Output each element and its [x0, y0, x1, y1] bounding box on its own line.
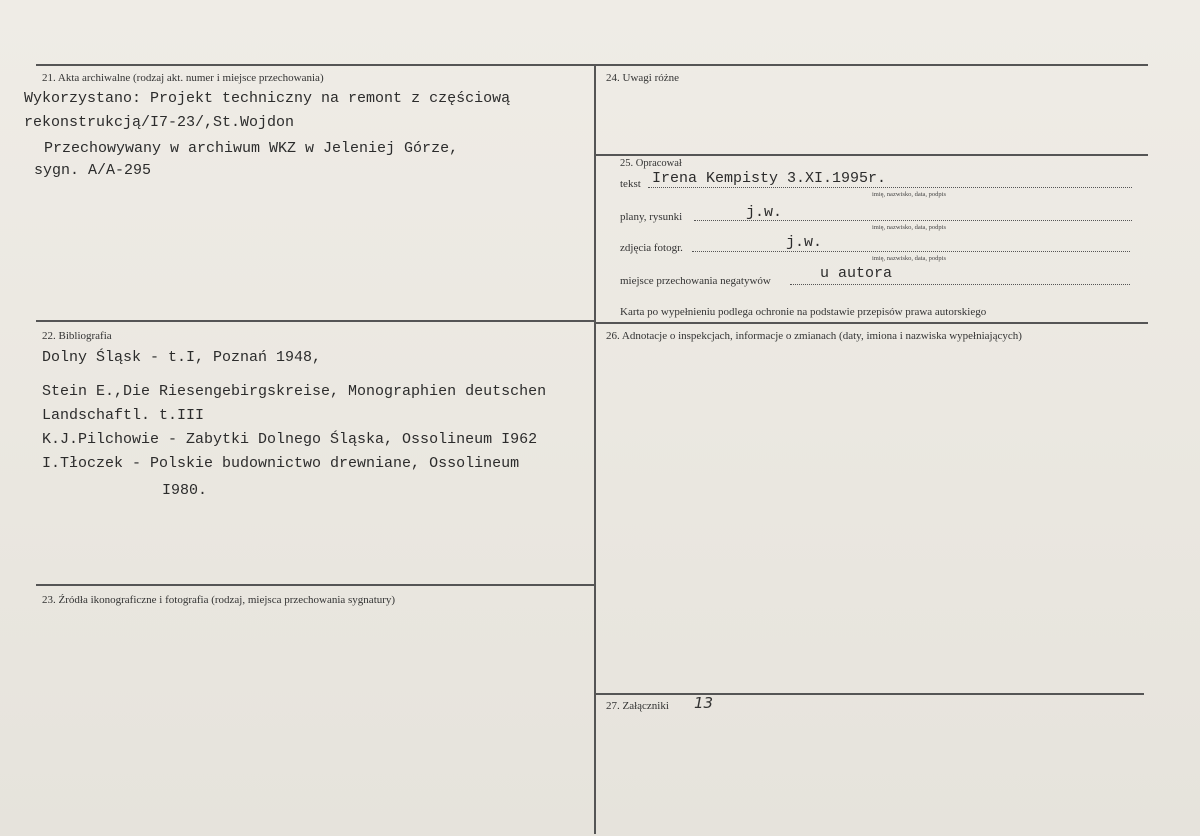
zdjecia-sublabel: imię, nazwisko, data, podpis — [872, 255, 947, 262]
tekst-label: tekst — [620, 178, 641, 190]
rule-21-22 — [36, 320, 596, 322]
section-22-line-5: I.Tłoczek - Polskie budownictwo drewniane, Ossolineum — [42, 455, 520, 472]
plany-value: j.w. — [746, 204, 783, 221]
rule-24-25 — [596, 154, 1148, 156]
section-21-label: 21. Akta archiwalne (rodzaj akt. numer i miejsce przechowania) — [42, 72, 324, 84]
rule-25-26 — [596, 322, 1148, 324]
section-21-line-4: sygn. A/A-295 — [34, 162, 152, 179]
section-25-label: 25. Opracował — [620, 158, 682, 169]
rule-22-23 — [36, 584, 596, 586]
zdjecia-value: j.w. — [786, 234, 823, 251]
miejsce-dotted-line — [790, 284, 1130, 285]
miejsce-value: u autora — [820, 265, 893, 282]
section-21-line-2: rekonstrukcją/I7-23/,St.Wojdon — [24, 114, 295, 131]
zdjecia-dotted-line — [692, 251, 1130, 252]
tekst-value: Irena Kempisty 3.XI.1995r. — [652, 170, 887, 187]
plany-label: plany, rysunki — [620, 211, 683, 223]
section-24-label: 24. Uwagi różne — [606, 72, 680, 84]
section-21-line-1: Wykorzystano: Projekt techniczny na remont z częściową — [24, 90, 511, 107]
section-23-label: 23. Źródła ikonograficzne i fotografia (rodzaj, miejsca przechowania sygnatury) — [42, 594, 396, 606]
section-21-line-3: Przechowywany w archiwum WKZ w Jeleniej Górze, — [44, 140, 459, 157]
miejsce-label: miejsce przechowania negatywów — [620, 275, 771, 287]
tekst-dotted-line — [648, 187, 1132, 188]
section-22-line-1: Dolny Śląsk - t.I, Poznań 1948, — [42, 349, 322, 366]
section-22-line-4: K.J.Pilchowie - Zabytki Dolnego Śląska, Ossolineum I962 — [42, 431, 538, 448]
section-27-value: 13 — [694, 694, 714, 712]
zdjecia-label: zdjęcia fotogr. — [620, 242, 683, 254]
section-22-label: 22. Bibliografia — [42, 330, 112, 342]
section-22-line-6: I980. — [162, 482, 208, 499]
copyright-note: Karta po wypełnieniu podlega ochronie na podstawie przepisów prawa autorskiego — [620, 306, 987, 318]
section-22-line-3: Landschaftl. t.III — [42, 407, 205, 424]
section-27-label: 27. Załączniki — [606, 700, 669, 712]
rule-26-27 — [596, 693, 1144, 695]
section-26-label: 26. Adnotacje o inspekcjach, informacje o zmianach (daty, imiona i nazwiska wypełniających) — [606, 330, 1022, 342]
tekst-sublabel: imię, nazwisko, data, podpis — [872, 191, 947, 198]
top-rule — [36, 64, 1148, 66]
section-22-line-2: Stein E.,Die Riesengebirgskreise, Monographien deutschen — [42, 383, 547, 400]
center-divider — [594, 64, 596, 834]
plany-sublabel: imię, nazwisko, data, podpis — [872, 224, 947, 231]
